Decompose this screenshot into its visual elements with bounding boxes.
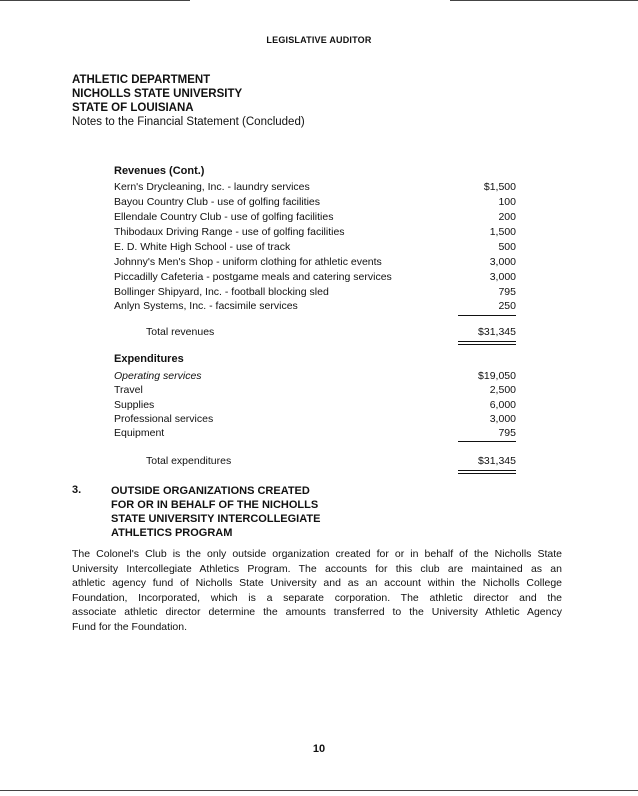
revenue-label: Ellendale Country Club - use of golfing facilities <box>114 211 334 223</box>
revenue-amount: 200 <box>498 211 516 223</box>
revenue-label: Thibodaux Driving Range - use of golfing facilities <box>114 226 345 238</box>
revenue-label: Bollinger Shipyard, Inc. - football blocking sled <box>114 286 329 298</box>
heading-line-3: STATE OF LOUISIANA <box>72 102 194 114</box>
expenditure-row <box>114 426 516 441</box>
top-rule-left <box>0 0 190 1</box>
paragraph-line: University Intercollegiate Athletics Program. The accounts for this club are maintained as an <box>72 562 562 575</box>
revenues-total-row <box>146 325 516 340</box>
heading-line-2: NICHOLLS STATE UNIVERSITY <box>72 88 243 100</box>
running-head: LEGISLATIVE AUDITOR <box>266 35 372 45</box>
bottom-rule <box>0 790 638 791</box>
revenue-amount: 1,500 <box>489 226 516 238</box>
revenue-label: Kern's Drycleaning, Inc. - laundry services <box>114 181 310 193</box>
expenditure-row <box>114 412 516 427</box>
subtotal-rule <box>458 315 516 316</box>
section-title-line: FOR OR IN BEHALF OF THE NICHOLLS <box>111 499 319 511</box>
subtotal-rule <box>458 441 516 442</box>
section-title <box>111 484 320 540</box>
expenditure-label: Operating services <box>114 370 202 382</box>
paragraph-line: associate athletic director determine the amounts transferred to the University Athletic Agency <box>72 606 562 619</box>
revenue-row <box>114 195 516 210</box>
revenues-title: Revenues (Cont.) <box>114 165 205 177</box>
revenue-amount: 3,000 <box>489 256 516 268</box>
paragraph-line: The Colonel's Club is the only outside organization created for or in behalf of the Nicholls State <box>72 548 562 560</box>
expenditure-label: Travel <box>114 384 143 396</box>
expenditure-amount: $19,050 <box>478 370 516 382</box>
expenditure-amount: 795 <box>498 427 516 439</box>
heading-line-1: ATHLETIC DEPARTMENT <box>72 74 211 86</box>
page-number: 10 <box>312 743 326 755</box>
revenue-row <box>114 299 516 314</box>
expenditures-total-label: Total expenditures <box>146 455 232 467</box>
section-title-line: STATE UNIVERSITY INTERCOLLEGIATE <box>111 513 321 525</box>
revenue-label: Anlyn Systems, Inc. - facsimile services <box>114 300 298 312</box>
paragraph-line: Foundation, Incorporated, which is a separate corporation. The athletic director and the <box>72 591 562 604</box>
section-number: 3. <box>72 484 82 496</box>
expenditure-label: Professional services <box>114 413 214 425</box>
revenue-amount: 3,000 <box>489 271 516 283</box>
revenue-amount: 500 <box>498 241 516 253</box>
revenue-row <box>114 225 516 240</box>
section-title-line: OUTSIDE ORGANIZATIONS CREATED <box>111 485 310 497</box>
expenditure-amount: 3,000 <box>489 413 516 425</box>
expenditure-label: Supplies <box>114 399 155 411</box>
section-paragraph <box>72 547 562 635</box>
revenue-label: Bayou Country Club - use of golfing facilities <box>114 196 321 208</box>
expenditures-total-amount: $31,345 <box>478 455 516 467</box>
revenue-row <box>114 240 516 255</box>
revenue-amount: $1,500 <box>483 181 516 193</box>
section-title-line: ATHLETICS PROGRAM <box>111 527 233 539</box>
revenue-amount: 250 <box>498 300 516 312</box>
expenditures-total-row <box>146 454 516 469</box>
revenue-row <box>114 210 516 225</box>
revenue-row <box>114 255 516 270</box>
paragraph-line: Fund for the Foundation. <box>72 620 187 633</box>
revenue-row <box>114 285 516 300</box>
revenue-amount: 100 <box>498 196 516 208</box>
expenditure-amount: 2,500 <box>489 384 516 396</box>
revenue-row <box>114 180 516 195</box>
expenditure-row <box>114 383 516 398</box>
revenues-total-amount: $31,345 <box>478 326 516 338</box>
expenditure-row <box>114 398 516 413</box>
top-rule-right <box>450 0 638 1</box>
expenditure-amount: 6,000 <box>489 399 516 411</box>
total-double-rule <box>458 470 516 474</box>
paragraph-line: athletic agency fund of Nicholls State University and as an account within the Nicholls College <box>72 577 562 590</box>
revenue-label: Johnny's Men's Shop - uniform clothing for athletic events <box>114 256 382 268</box>
total-double-rule <box>458 341 516 345</box>
revenues-total-label: Total revenues <box>146 326 215 338</box>
heading-subtitle: Notes to the Financial Statement (Concluded) <box>72 116 305 128</box>
expenditures-title: Expenditures <box>114 353 184 365</box>
revenue-label: Piccadilly Cafeteria - postgame meals and catering services <box>114 271 392 283</box>
expenditure-label: Equipment <box>114 427 165 439</box>
revenue-amount: 795 <box>498 286 516 298</box>
expenditure-row <box>114 369 516 384</box>
revenue-row <box>114 270 516 285</box>
revenue-label: E. D. White High School - use of track <box>114 241 291 253</box>
